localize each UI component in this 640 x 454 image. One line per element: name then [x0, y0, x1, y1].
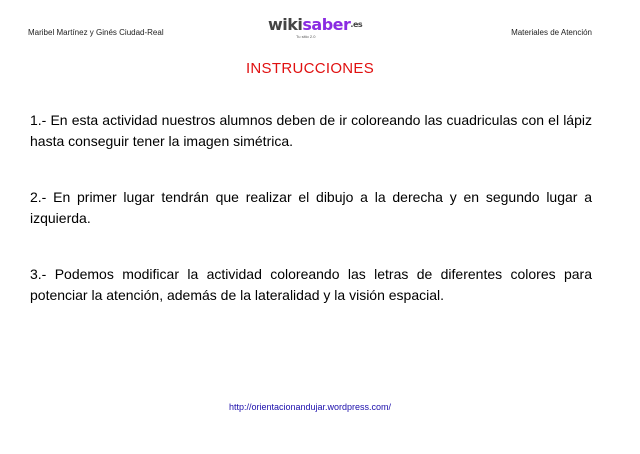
logo-tagline: Tu sitio 2.0	[296, 34, 316, 39]
logo-wordmark	[268, 16, 362, 34]
instruction-paragraph-2: 2.- En primer lugar tendrán que realizar el dibujo a la derecha y en segundo lugar a izquierda.	[30, 189, 592, 226]
page-title: INSTRUCCIONES	[245, 60, 375, 77]
logo-wiki-text: wiki	[268, 15, 303, 34]
header-authors: Maribel Martínez y Ginés Ciudad-Real	[28, 28, 164, 37]
wikisaber-logo	[268, 16, 364, 42]
instruction-paragraph-1: 1.- En esta actividad nuestros alumnos deben de ir coloreando las cuadriculas con el lápiz hasta conseguir tener la imagen simétrica.	[30, 112, 592, 149]
header-materials: Materiales de Atención	[511, 28, 592, 37]
logo-tld-text: .es	[350, 20, 363, 29]
logo-saber-text: saber	[302, 15, 351, 34]
instruction-paragraph-3: 3.- Podemos modificar la actividad coloreando las letras de diferentes colores para potenciar la atención, además de la lateralidad y la visión espacial.	[30, 266, 592, 303]
footer-url-link[interactable]: http://orientacionandujar.wordpress.com/	[228, 402, 392, 412]
